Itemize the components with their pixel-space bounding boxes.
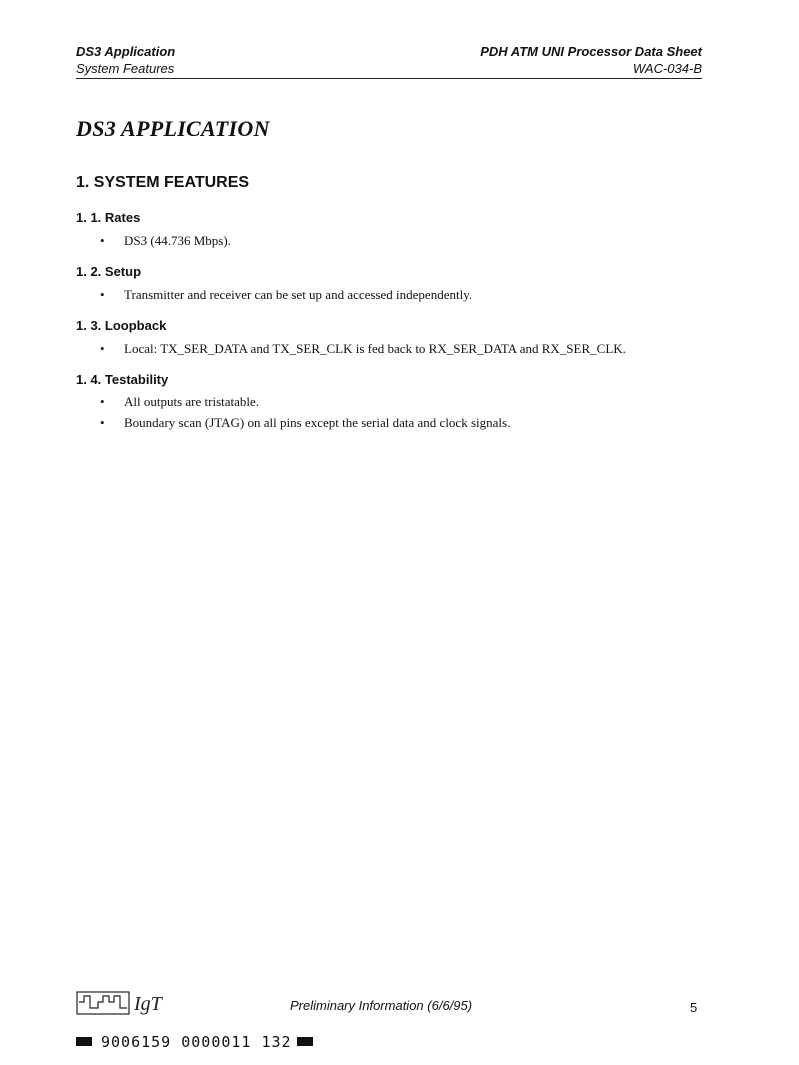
bullet-icon: • (100, 415, 105, 430)
header-doc-code: WAC-034-B (632, 61, 702, 76)
bullet-icon: • (100, 233, 105, 248)
bullet-icon: • (100, 394, 105, 409)
bullet-icon: • (100, 287, 105, 302)
subsection-heading-testability: 1. 4. Testability (76, 372, 169, 387)
bullet-text: Boundary scan (JTAG) on all pins except the serial data and clock signals. (124, 415, 511, 430)
header-doc-section: DS3 Application (76, 44, 176, 59)
barcode-block (76, 1037, 92, 1046)
bullet-icon: • (100, 341, 105, 356)
section-heading: 1. SYSTEM FEATURES (76, 174, 250, 191)
bullet-text: All outputs are tristatable. (124, 394, 260, 409)
bullet-text: Local: TX_SER_DATA and TX_SER_CLK is fed back to RX_SER_DATA and RX_SER_CLK. (124, 341, 626, 356)
subsection-heading-rates: 1. 1. Rates (76, 210, 141, 225)
subsection-heading-setup: 1. 2. Setup (76, 264, 142, 279)
page-number: 5 (690, 1000, 698, 1015)
waveform-logo-icon (76, 988, 186, 1018)
barcode-text: 9006159 0000011 132 (101, 1033, 292, 1051)
logo-text: IgT (134, 993, 162, 1015)
page-title: DS3 APPLICATION (76, 116, 270, 141)
subsection-heading-loopback: 1. 3. Loopback (76, 318, 167, 333)
barcode-block (297, 1037, 313, 1046)
company-logo (76, 988, 186, 1018)
header-rule (76, 78, 702, 79)
footer-status: Preliminary Information (6/6/95) (290, 998, 473, 1013)
header-doc-subsection: System Features (76, 61, 175, 76)
bullet-text: Transmitter and receiver can be set up and accessed independently. (124, 287, 473, 302)
header-doc-name: PDH ATM UNI Processor Data Sheet (480, 44, 702, 59)
bullet-text: DS3 (44.736 Mbps). (124, 233, 231, 248)
